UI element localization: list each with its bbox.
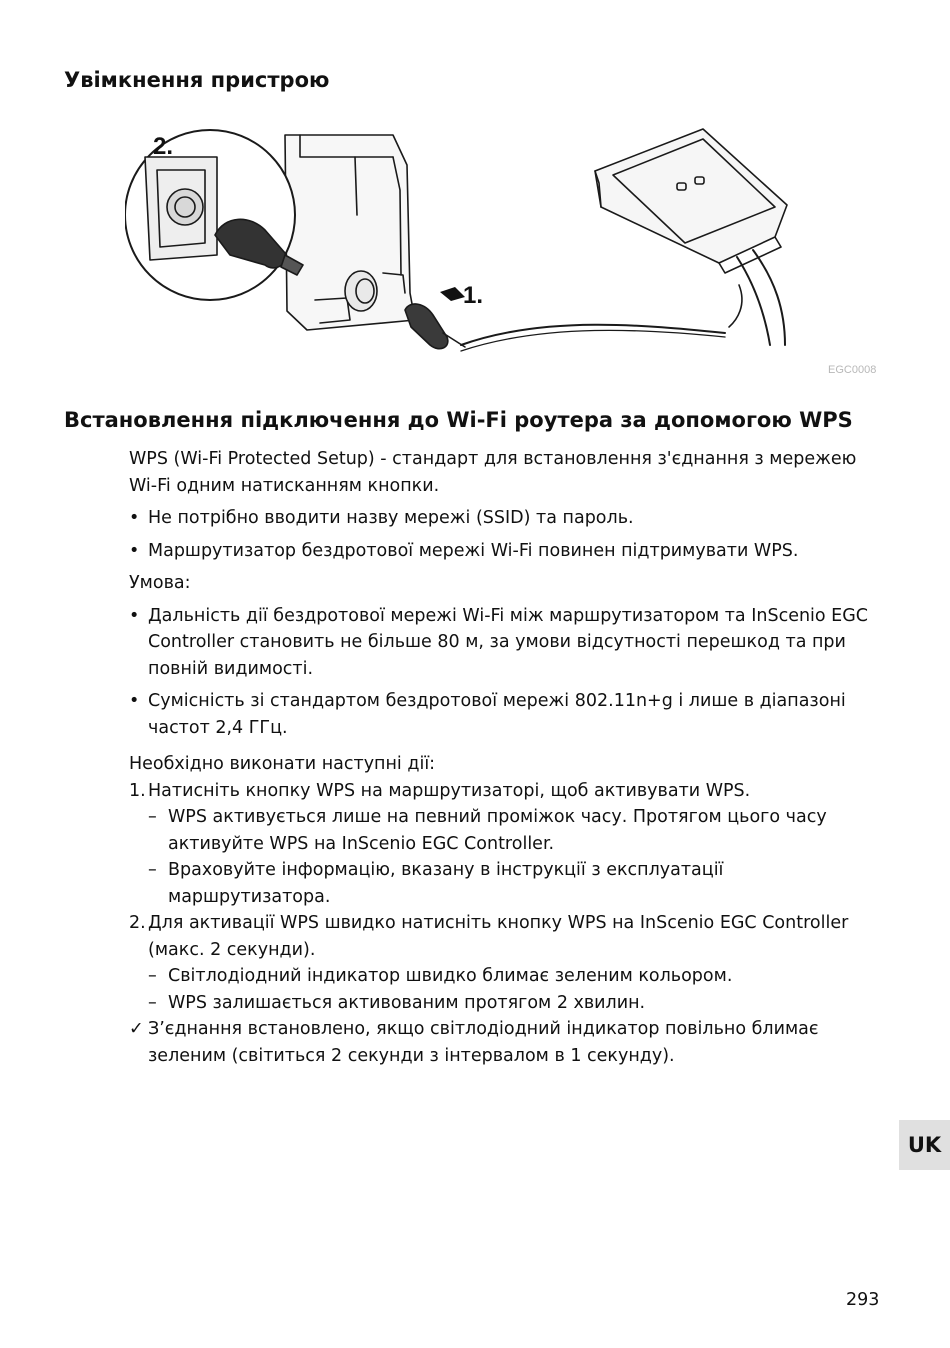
bullet-marker: • [129,691,140,711]
dash-marker: – [148,992,157,1013]
result-text: З’єднання встановлено, якщо світлодіодний індикатор повільно блимає зеленим (світиться 2 секунди з інтервалом в 1 секунду). [148,1019,819,1066]
sub-text: Світлодіодний індикатор швидко блимає зеленим кольором. [168,966,733,986]
dash-marker: – [148,807,157,827]
section-title-power-on: Увімкнення пристрою [64,68,330,92]
sub-item [148,963,879,990]
step-number: 1. [129,780,146,801]
dash-marker: – [148,860,157,880]
language-tab: UK [899,1120,950,1170]
arrow-icon [440,287,465,301]
step-text: Натисніть кнопку WPS на маршрутизаторі, щоб активувати WPS. [148,780,751,801]
condition-label: Умова: [129,573,191,593]
condition-text: Сумісність зі стандартом бездротової мережі 802.11n+g і лише в діапазоні частот 2,4 ГГц. [148,691,846,738]
list-item [129,505,879,532]
actions-label: Необхідно виконати наступні дії: [129,754,436,774]
page-number: 293 [846,1290,880,1310]
sub-item [148,857,879,910]
check-icon: ✓ [129,1019,144,1039]
step-number: 2. [129,913,146,933]
figure-code: EGC0008 [828,364,877,376]
bullet-text: Маршрутизатор бездротової мережі Wi-Fi повинен підтримувати WPS. [148,540,799,561]
step-item [129,778,879,805]
dash-marker: – [148,966,157,986]
bullet-marker: • [129,508,140,528]
wps-section-body [129,446,879,1069]
step-item [129,910,879,963]
wps-intro: WPS (Wi-Fi Protected Setup) - стандарт для встановлення з'єднання з мережею Wi-Fi одним натисканням кнопки. [129,449,857,496]
list-item [129,688,879,741]
bullet-marker: • [129,605,140,626]
sub-text: WPS активується лише на певний проміжок часу. Протягом цього часу активуйте WPS на InScenio EGC Controller. [168,807,827,854]
list-item [129,603,879,683]
sub-item [148,804,879,857]
sub-item [148,990,879,1017]
sub-text: Враховуйте інформацію, вказану в інструкції з експлуатації маршрутизатора. [168,860,724,907]
sub-text: WPS залишається активованим протягом 2 хвилин. [168,992,646,1013]
bullet-marker: • [129,540,140,561]
bullet-text: Не потрібно вводити назву мережі (SSID) та пароль. [148,508,634,528]
step-2-label: 2. [153,133,174,160]
result-item [129,1016,879,1069]
power-connection-illustration [125,115,790,370]
section-title-wps: Встановлення підключення до Wi-Fi роутера за допомогою WPS [64,408,853,432]
step-1-label: 1. [463,282,484,309]
condition-text: Дальність дії бездротової мережі Wi-Fi між маршрутизатором та InScenio EGC Controller становить не більше 80 м, за умови відсутності перешкод та при повній видимості. [148,605,869,679]
illustration-svg [125,115,790,370]
list-item [129,538,879,565]
step-text: Для активації WPS швидко натисніть кнопку WPS на InScenio EGC Controller (макс. 2 секунди). [148,913,849,960]
